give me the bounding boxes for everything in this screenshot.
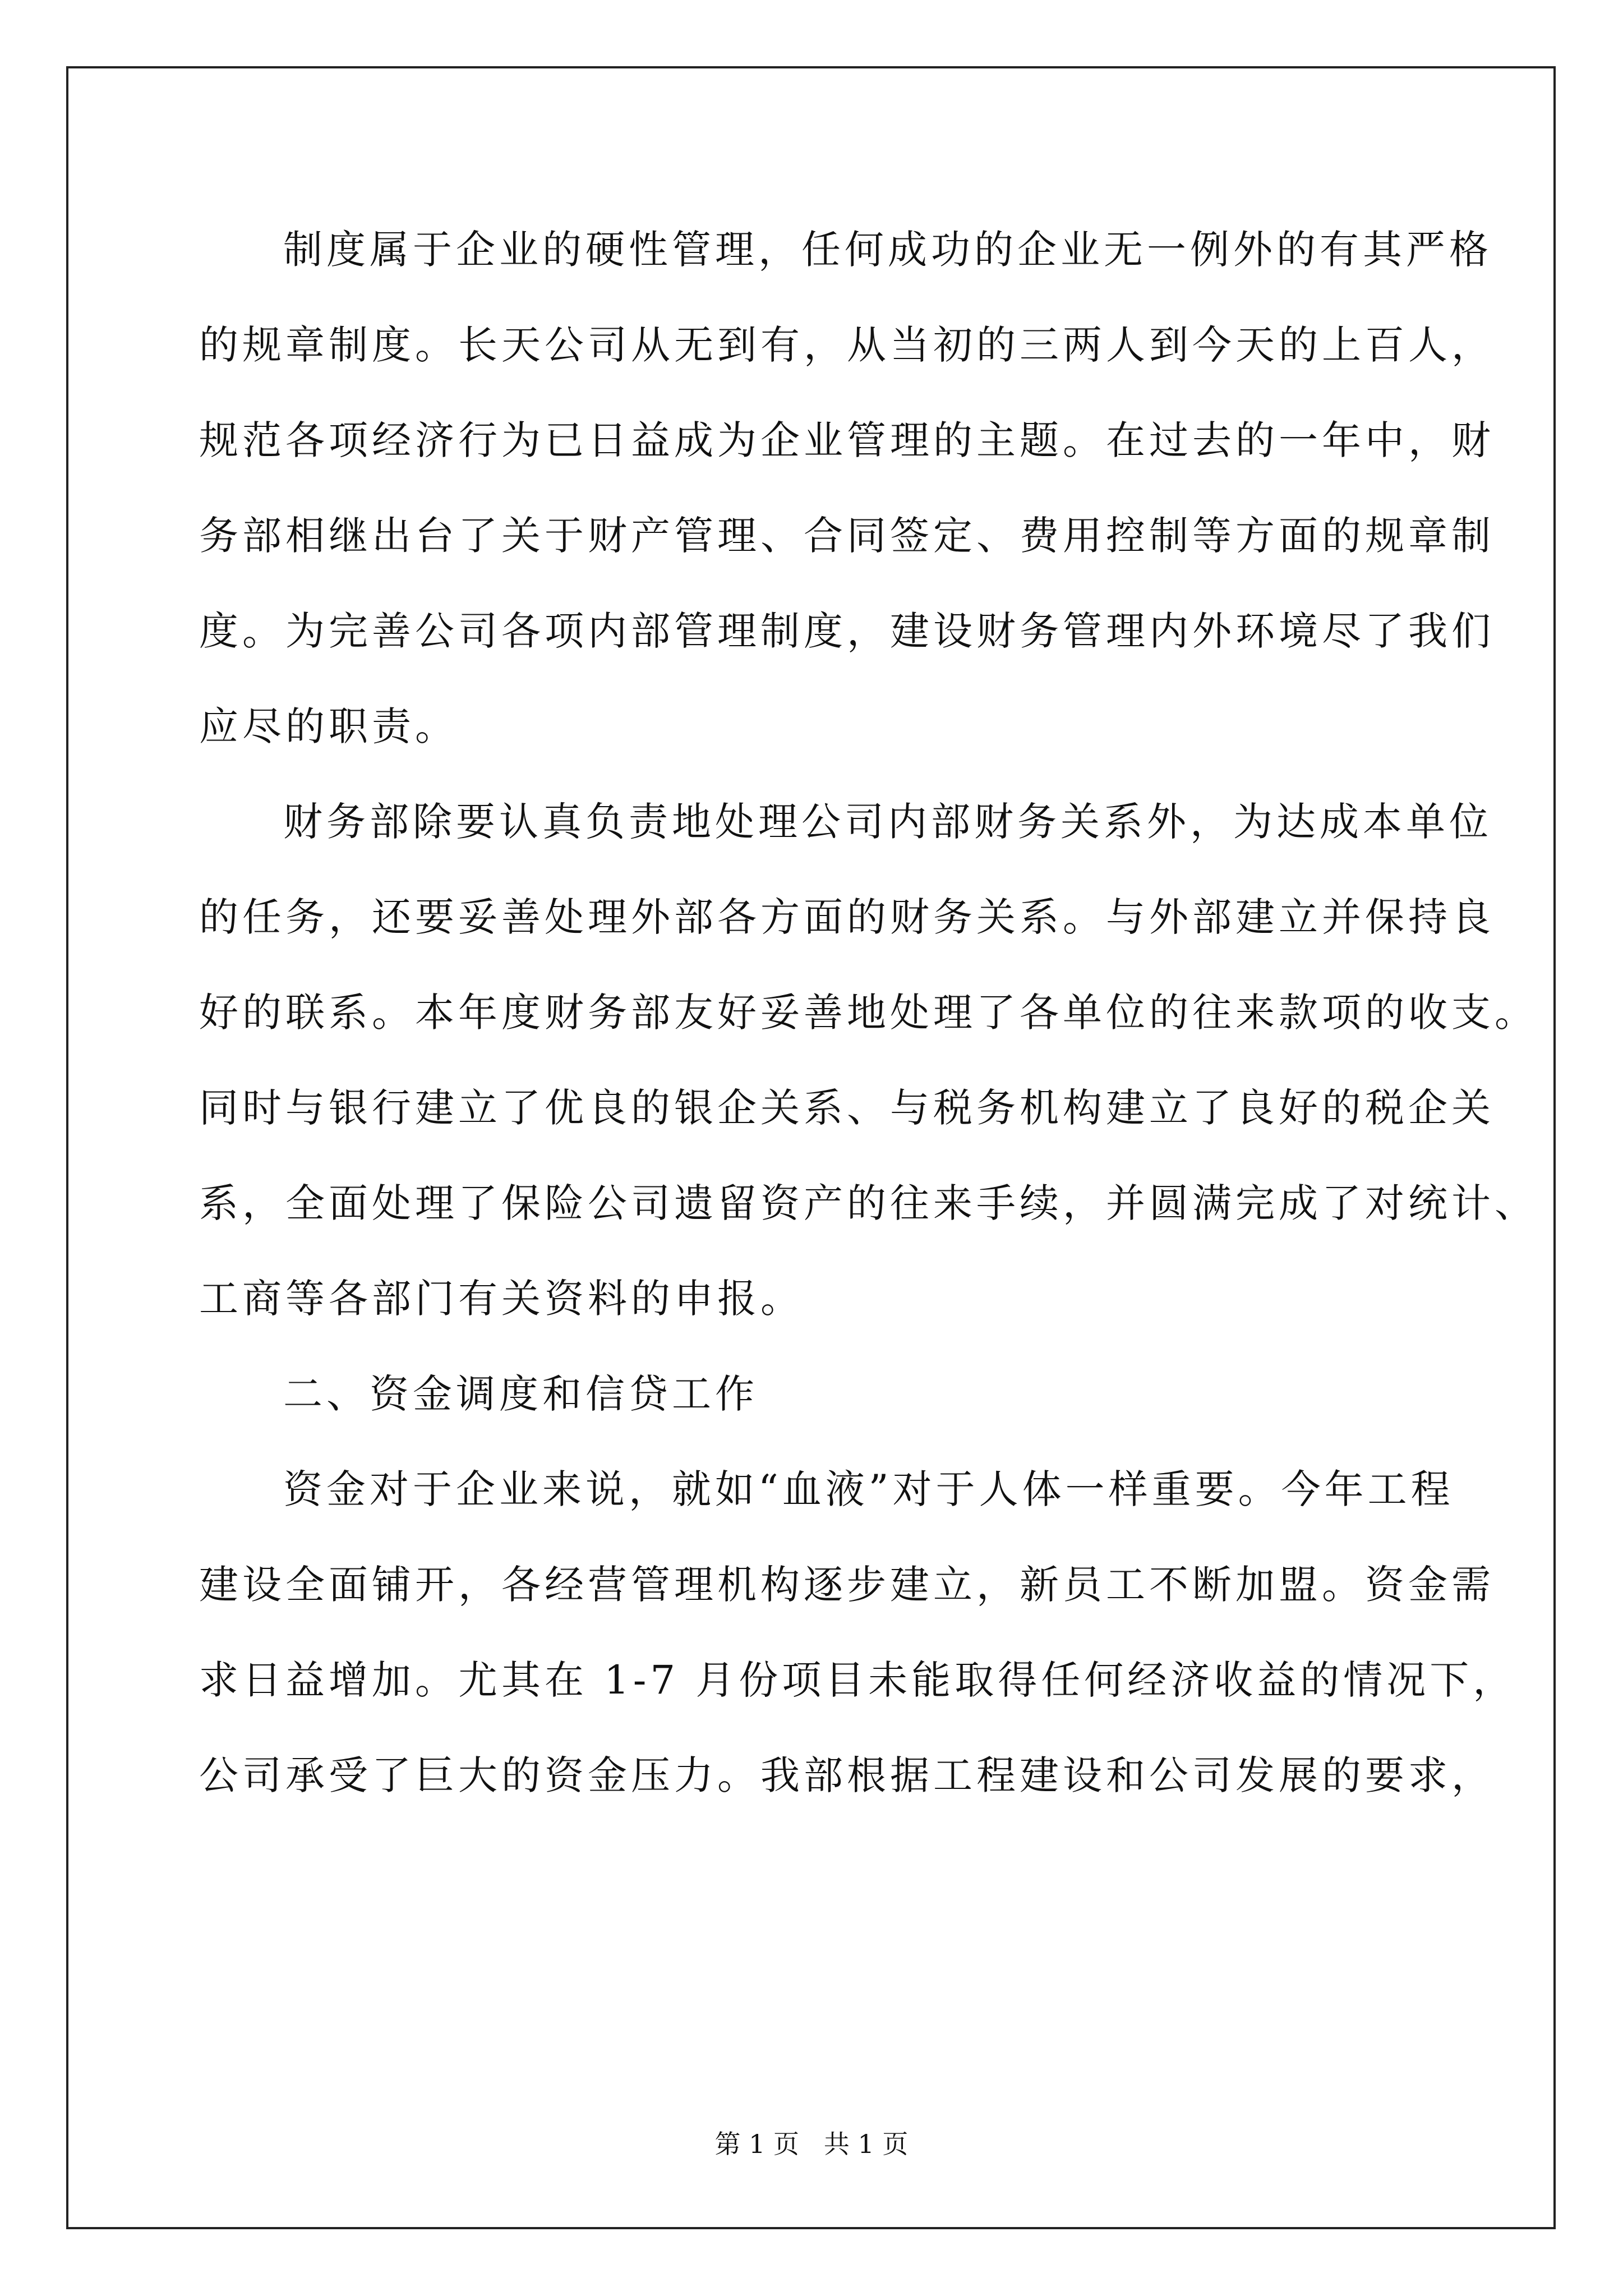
paragraph-2-line-5: 系，全面处理了保险公司遗留资产的往来手续，并圆满完成了对统计、	[199, 1180, 1538, 1226]
paragraph-3-line-1: 资金对于企业来说，就如“血液”对于人体一样重要。今年工程	[283, 1466, 1454, 1512]
section-heading: 二、资金调度和信贷工作	[283, 1371, 758, 1417]
paragraph-2-line-6: 工商等各部门有关资料的申报。	[199, 1276, 804, 1322]
paragraph-1-line-5: 度。为完善公司各项内部管理制度，建设财务管理内外环境尽了我们	[199, 608, 1495, 654]
paragraph-3-line-4: 公司承受了巨大的资金压力。我部根据工程建设和公司发展的要求，	[199, 1752, 1495, 1798]
paragraph-1-line-2: 的规章制度。长天公司从无到有，从当初的三两人到今天的上百人，	[199, 322, 1495, 368]
paragraph-3-line-2: 建设全面铺开，各经营管理机构逐步建立，新员工不断加盟。资金需	[199, 1562, 1495, 1608]
paragraph-2-line-3: 好的联系。本年度财务部友好妥善地处理了各单位的往来款项的收支。	[199, 990, 1538, 1036]
page-number-footer: 第 1 页 共 1 页	[714, 2129, 909, 2159]
page-border	[66, 66, 1556, 2229]
paragraph-2-line-4: 同时与银行建立了优良的银企关系、与税务机构建立了良好的税企关	[199, 1085, 1495, 1131]
paragraph-3-line-3: 求日益增加。尤其在 1-7 月份项目未能取得任何经济收益的情况下，	[199, 1657, 1516, 1703]
paragraph-1-line-4: 务部相继出台了关于财产管理、合同签定、费用控制等方面的规章制	[199, 513, 1495, 559]
paragraph-2-line-2: 的任务，还要妥善处理外部各方面的财务关系。与外部建立并保持良	[199, 894, 1495, 940]
paragraph-1-line-1: 制度属于企业的硬性管理，任何成功的企业无一例外的有其严格	[283, 227, 1492, 273]
paragraph-2-line-1: 财务部除要认真负责地处理公司内部财务关系外，为达成本单位	[283, 799, 1492, 845]
paragraph-1-line-3: 规范各项经济行为已日益成为企业管理的主题。在过去的一年中，财	[199, 417, 1495, 463]
paragraph-1-line-6: 应尽的职责。	[199, 703, 458, 749]
